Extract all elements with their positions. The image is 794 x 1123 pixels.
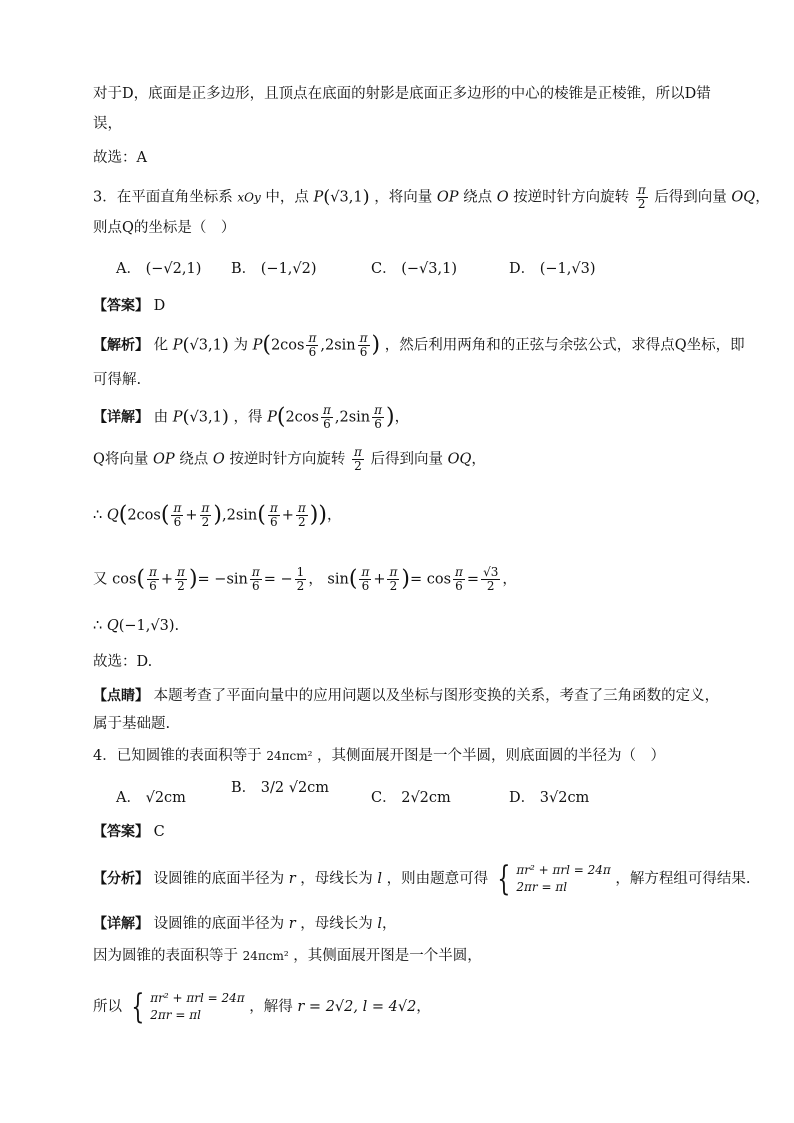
option-value: (−√2,1) — [145, 261, 202, 277]
point-o: O — [496, 189, 509, 206]
coordinate-system-label: xOy — [237, 190, 261, 205]
text: ，得 — [233, 409, 263, 426]
option-label: D． — [509, 261, 536, 277]
text: 则点Q的坐标是（ ） — [93, 220, 236, 236]
surface-area: 24πcm² — [266, 749, 313, 763]
option-label: C． — [371, 261, 397, 277]
q4-detail-2: 因为圆锥的表面积等于 24πcm² ，其侧面展开图是一个半圆， — [93, 948, 482, 964]
option-value: 2√2cm — [401, 790, 451, 806]
q4-detail: 【详解】 设圆锥的底面半径为 r ，母线长为 l， — [93, 916, 397, 932]
text: ，母线长为 — [300, 871, 373, 887]
equation-system: { πr² + πrl = 24π 2πr = πl — [130, 987, 245, 1027]
denominator: 2 — [637, 197, 646, 211]
text: 设圆锥的底面半径为 — [153, 916, 285, 932]
point-q: Q — [106, 618, 119, 634]
option-label: D． — [509, 790, 536, 806]
text: 后得到向量 — [370, 451, 443, 468]
q3-option-a[interactable] — [116, 257, 201, 278]
text: 对于D，底面是正多边形，且顶点在底面的射影是底面正多边形的中心的棱锥是正棱锥，所以D错 — [93, 86, 711, 102]
point-p: P — [313, 189, 324, 206]
q4-detail-solution: 所以 { πr² + πrl = 24π 2πr = πl ，解得 r = 2√2, l = 4√2， — [93, 987, 431, 1027]
text: 又 — [93, 571, 108, 588]
cos-label: cos — [112, 571, 137, 588]
q3-analysis: 【解析】 化 P(√3,1) 为 P(2cos $\frac{\pi}{6}$ ,2sin $\frac{\pi}{6}$ ) ，然后利用两角和的正弦与余弦公式，求得点Q坐标，即 — [93, 331, 745, 359]
text: 绕点 — [463, 189, 493, 206]
var-l: l — [377, 871, 383, 887]
equation-system: { πr² + πrl = 24π 2πr = πl — [497, 859, 611, 899]
text: 因为圆锥的表面积等于 — [93, 948, 238, 964]
option-value: 3/2 √2cm — [260, 780, 330, 796]
text: 为 — [233, 337, 248, 354]
text: 设圆锥的底面半径为 — [153, 871, 285, 887]
q-coordinates: (−1,√3) — [118, 618, 175, 634]
fraction-pi-over-2 — [636, 184, 648, 211]
q3-option-d[interactable] — [509, 257, 596, 278]
paragraph-continuation — [93, 114, 122, 134]
option-value: 3√2cm — [539, 790, 590, 806]
var-r: r — [288, 871, 296, 887]
option-label: B． — [231, 780, 257, 796]
q3-analysis-2 — [93, 370, 141, 390]
text: 故选：A — [93, 150, 147, 166]
option-value: (−√3,1) — [401, 261, 457, 277]
q4-option-d[interactable] — [509, 786, 589, 807]
solution: r = 2√2, l = 4√2 — [297, 999, 417, 1015]
text: ，将向量 — [374, 189, 433, 206]
option-value: √2cm — [145, 790, 186, 806]
text: 属于基础题. — [93, 716, 171, 732]
answer-tag: 【答案】 — [93, 824, 149, 840]
text: 可得解. — [93, 372, 142, 388]
question-3-stem-2 — [93, 218, 235, 238]
text: 误， — [93, 116, 122, 132]
text: ，然后利用两角和的正弦与余弦公式，求得点Q坐标，即 — [384, 337, 745, 354]
text: 按逆时针方向旋转 — [229, 451, 346, 468]
question-4-stem — [93, 746, 665, 766]
text: ，其侧面展开图是一个半圆， — [293, 948, 482, 964]
text: 绕点 — [179, 451, 209, 468]
paragraph-option-d-explanation — [93, 84, 711, 104]
answer-value: C — [153, 824, 165, 840]
detail-tag: 【详解】 — [93, 916, 149, 932]
text: 故选：D. — [93, 654, 153, 670]
text: 按逆时针方向旋转 — [513, 189, 630, 206]
option-label: B． — [231, 261, 257, 277]
text: 由 — [153, 409, 169, 426]
option-label: A． — [116, 261, 141, 277]
sin-label: sin — [327, 571, 349, 588]
text: ，其侧面展开图是一个半圆，则底面圆的半径为（ ） — [317, 748, 666, 764]
text: 中，点 — [265, 189, 309, 206]
q3-comment-2 — [93, 714, 170, 734]
option-value: (−1,√3) — [539, 261, 596, 277]
analysis-tag: 【分析】 — [93, 871, 149, 887]
text: 将向量 — [104, 451, 149, 468]
analysis-tag: 【解析】 — [93, 337, 149, 354]
previous-answer — [93, 148, 147, 168]
q3-detail-result: ∴ Q(−1,√3). — [93, 618, 180, 634]
text: 本题考查了平面向量中的应用问题以及坐标与图形变换的关系，考查了三角函数的定义， — [153, 688, 720, 704]
option-value: (−1,√2) — [260, 261, 317, 277]
text: ，解方程组可得结果. — [615, 871, 751, 887]
text: 3．在平面直角坐标系 — [93, 189, 233, 206]
text: ，则由题意可得 — [386, 871, 489, 887]
text: 4．已知圆锥的表面积等于 — [93, 748, 262, 764]
answer-tag: 【答案】 — [93, 298, 149, 314]
q3-detail-rotation: Q将向量 OP 绕点 O 按逆时针方向旋转 $\frac{\pi}{2}$ 后得到向量 OQ， — [93, 445, 486, 473]
option-label: C． — [371, 790, 397, 806]
q4-analysis — [93, 859, 751, 899]
option-label: A． — [116, 790, 141, 806]
text: 后得到向量 — [654, 189, 727, 206]
equation-1: πr² + πrl = 24π — [516, 863, 611, 877]
q3-detail-trig-values: 又 cos( $\frac{\pi}{6}$ + $\frac{\pi}{2}$ )= −sin $\frac{\pi}{6}$ = − $\frac{1}{2}$ ， sin( $\frac{\pi}{6}$ + $\frac{\pi}{2}$ )= cos $\frac{\pi}{6}$ = $\frac{√3}{2}$ ， — [93, 565, 517, 593]
q3-final — [93, 652, 152, 672]
text: 化 — [153, 337, 169, 354]
numerator: π — [637, 183, 646, 197]
vector-op: OP — [436, 189, 459, 206]
q3-comment — [93, 686, 719, 706]
q3-option-b[interactable] — [231, 257, 317, 278]
question-3-stem: 3．在平面直角坐标系 xOy 中，点 P(√3,1) ，将向量 OP 绕点 O 按逆时针方向旋转 $\frac{\pi}{2}$ 后得到向量 OQ， — [93, 183, 770, 211]
answer-value: D — [153, 298, 166, 314]
vector-oq: OQ — [731, 189, 756, 206]
text: ，母线长为 — [300, 916, 373, 932]
text: 所以 — [93, 999, 122, 1015]
q4-option-a[interactable] — [116, 786, 186, 807]
q3-detail: 【详解】 由 P(√3,1) ，得 P(2cos $\frac{\pi}{6}$ ,2sin $\frac{\pi}{6}$ )， — [93, 403, 410, 431]
equation-2: 2πr = πl — [516, 880, 568, 894]
q4-answer — [93, 822, 165, 842]
detail-tag: 【详解】 — [93, 409, 149, 426]
q3-option-c[interactable] — [371, 257, 457, 278]
q3-detail-q-expression: ∴ Q(2cos( $\frac{\pi}{6}$ + $\frac{\pi}{2}$ ),2sin( $\frac{\pi}{6}$ + $\frac{\pi}{2}$ ))， — [93, 501, 342, 529]
q4-option-b[interactable] — [231, 776, 329, 797]
text: ，解得 — [249, 999, 293, 1015]
q4-option-c[interactable] — [371, 786, 451, 807]
q3-answer — [93, 296, 165, 316]
comment-tag: 【点睛】 — [93, 688, 149, 704]
